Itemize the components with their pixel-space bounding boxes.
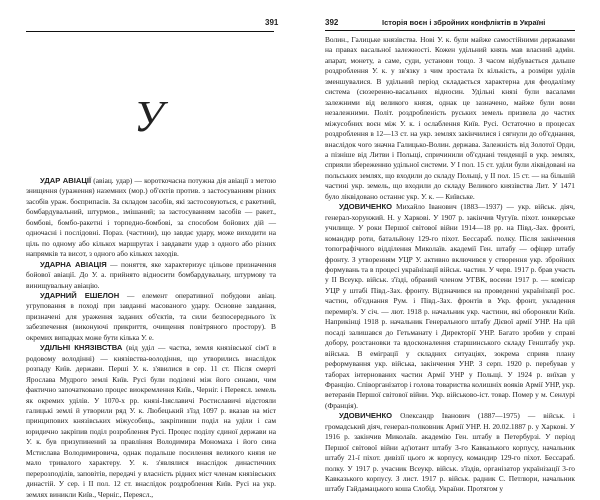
entry-text: (авіац. удар) — короткочасна потужна дія авіації з метою знищення (ураження) наземних (мор.) об'єктів против. з застосуванням різних засобів ураж. боєприпасів. За складом засобів, які застосовуються, є ракетний, бомбардувальний, штурмов., змішаний; за застосуванням засобів — ракет., бомбові, бомбо-ракетні і торпедно-бомбові, за способом бойових дій — одночасні і послідовні. Пораз. (частини), що завдає удару, може виходити на ціль по одному або кількох маршрутах і завдавати удар з одного або різних напрямків та висот, з одного або кількох заходів. — [26, 176, 276, 259]
entry — [325, 411, 575, 495]
text-column — [26, 176, 276, 500]
entry-text: — поняття, яке характеризує цільове призначення бойової авіації. До У. а. прийнято відносити бомбардувальну, штурмову та винищувальну авіацію. — [26, 259, 276, 290]
entry — [26, 291, 276, 343]
running-title: Історія воєн і збройних конфліктів в Україні — [382, 18, 546, 27]
continuation-text: Волин., Галицьке князівства. Нові У. к. були майже самостійними державами на правах васальної залежності. Кожен удільний князь мав власний адмін. апарат, монету, а саме, суди, установи тощо. З часом відбувається дальше роздроблення У. к. у зв'язку з чим зростала їх кількість, а розміри уділів зменшувалися. В удільний період складається характерна для феодалізму система (сюзеренно-васальних відносин. Удільні князі були васалами залежними від великого князя, однак це зазначено, майже були вони незалежними. Політ. роздробленість руських земель призвела до частих міжусобних воєн між У. к. і ослаблення Київ. Русі. Остаточно в процесах роздроблення в 12—13 ст. на укр. землях закінчилися і сягнули до об'єднання, внаслідок чого значна Галицько-Волин. держава. Залежність від Золотої Орди, а пізніше від Литви і Польщі, спричинили об'єднані тенденції в укр. землях, сприяли збереженню удільної системи. У I пол. 15 ст. уділи були ліквідовані на польських землях, що входили до складу Польщі, у II пол. 15 ст. — на більшій частині укр. земель, що входили до складу Великого князівства Лит. У 1471 було ліквідовано останнє укр. У. к. — Київське. — [325, 35, 575, 201]
right-page — [300, 0, 600, 494]
left-page — [0, 0, 300, 499]
entry-term: УДОВИЧЕНКО — [339, 202, 393, 212]
text-column — [325, 35, 575, 495]
page-number: 392 — [325, 18, 339, 27]
entry — [26, 343, 276, 500]
entry-text: — елемент оперативної побудови авіац. угруповання в поході при завданні масованого удару. Основне завдання, призначені для ураження заданих об'єктів, та сили безпосереднього їх забезпечення (виконуючі прикриття, очищення повітряного простору). В окремих випадках може бути кілька У. е. — [26, 290, 276, 342]
section-letter: У — [134, 92, 164, 141]
entry-term: УДАРНА АВІАЦІЯ — [40, 259, 107, 269]
page-number: 391 — [265, 18, 279, 27]
entry — [325, 202, 575, 411]
entry-term: УДОВИЧЕНКО — [339, 411, 393, 421]
entry-text: Олександр Іванович (1887—1975) — військ. і громадський діяч, генерал-полковник Армії УНР. Н. 20.02.1887 р. у Харкові. У 1916 р. закінчив Миколаїв. академію Ген. штабу в Петербурзі. У період Першої світової війни ад'ютант штабу 3-го Кавказького корпусу, начальник штабу 21-ї піхот. дивізії цього ж корпусу, командир 129-го піхот. Бессараб. полку. У 1917 р. учасник Всеукр. військ. з'їздів, організатор українізації 3-го Кавказького корпусу. З лист. 1917 р. військ. радник С. Петлюри, начальник штабу Гайдамацького коша Слобід. України. Протягом у — [325, 411, 575, 494]
entry-term: УДАР АВІАЦІЇ — [40, 176, 92, 185]
entry-term: УДАРНИЙ ЕШЕЛОН — [40, 290, 120, 300]
entry-term: УДІЛЬНІ КНЯЗІВСТВА — [40, 343, 123, 353]
header-rule — [26, 31, 274, 32]
entry-text: Михайло Іванович (1883—1937) — укр. військ. діяч, генерал-хорунжий. Н. у Харкові. У 1907 р. закінчив Чугуїв. піхот. юнкерське училище. У роки Першої світової війни 1914—18 рр. на Півд.-Зах. фронті, командир роти, батальйону 129-го піхот. Бессараб. полку. Після закінчення топографічного відділення Миколаїв. академії Ген. штабу — офіцер штабу фронту. З утворенням УЦР У. активно включився у створення укр. збройних формувань та в процесі українізації військ. частин. У черв. 1917 р. брав участь у II Всеукр. військ. з'їзді, обраний членом УГВК, восени 1917 р. — комісар УЦР у штабі Півд.-Зах. фронту. Відзначився на проведенні українізації рос. частин, об'єднання Рум. і Півд.-Зах. фронтів в Укр. фронт, укладення перемир'я. У січ. — лют. 1918 р. начальник укр. частини, які обороняли Київ. Наприкінці 1918 р. начальник Генерального штабу Дієвої армії УНР. На цій посаді залишався до Гетьманату і Директорії УНР. Багато зробив у справі добору, розстановки та вдосконалення старшинського складу Генштабу укр. війська. В еміграції у складних ситуаціях, зокрема сприяв плану реформування укр. війська, закінчення УНР. З серп. 1920 р. перебував у таборах інтернованих частин Армії УНР у Польщі. У 1924 р. виїхав у Францію. Співорганізатор і голова товариства колишніх вояків Армії УНР, укр. ветеранів Першої світової війни. Укр. військово-іст. товар. Помер у м. Сенлурі (Франція). — [325, 202, 575, 410]
header-rule — [325, 30, 575, 31]
entry — [26, 176, 276, 260]
entry-text: (від уділ — частка, земля князівської сім'ї в родовому володінні) — князівства-володіння, що утворились внаслідок розпаду Київ. держави. Перші У. к. з'явилися в сер. 11 ст. Після смерті Ярослава Мудрого землі Київ. Русі були поділені між його синами, чим фактично започатковано процес виокремлення Київ., Черніг. і Переясл. земель як окремих уділів. У 1070-х рр. князі-Ізяславичі Ростиславичі відстояли галицькі землі й утворили ряд У. к. Любецький з'їзд 1097 р. вказав на міст принципових князівських міжусобиць, закріпивши поділ на уділи і сам юридично закріпив поділ розроблення Русі. Процес поділу єдиної держави на У. к. був призупинений за правління Володимира Мономаха і його сина Мстислава Володимировича, однак подальше посилення великого князя не мало тривалого характеру. У. к. з'являлися внаслідок династичних перерозподілів, заповітів, передачі у власність рідних міст членам князівських династій. У сер. і II пол. 12 ст. внаслідок роздроблення Київ. Русі на укр. землях виникли Київ., Черніг., Переясл., — [26, 343, 276, 499]
entry — [26, 260, 276, 291]
